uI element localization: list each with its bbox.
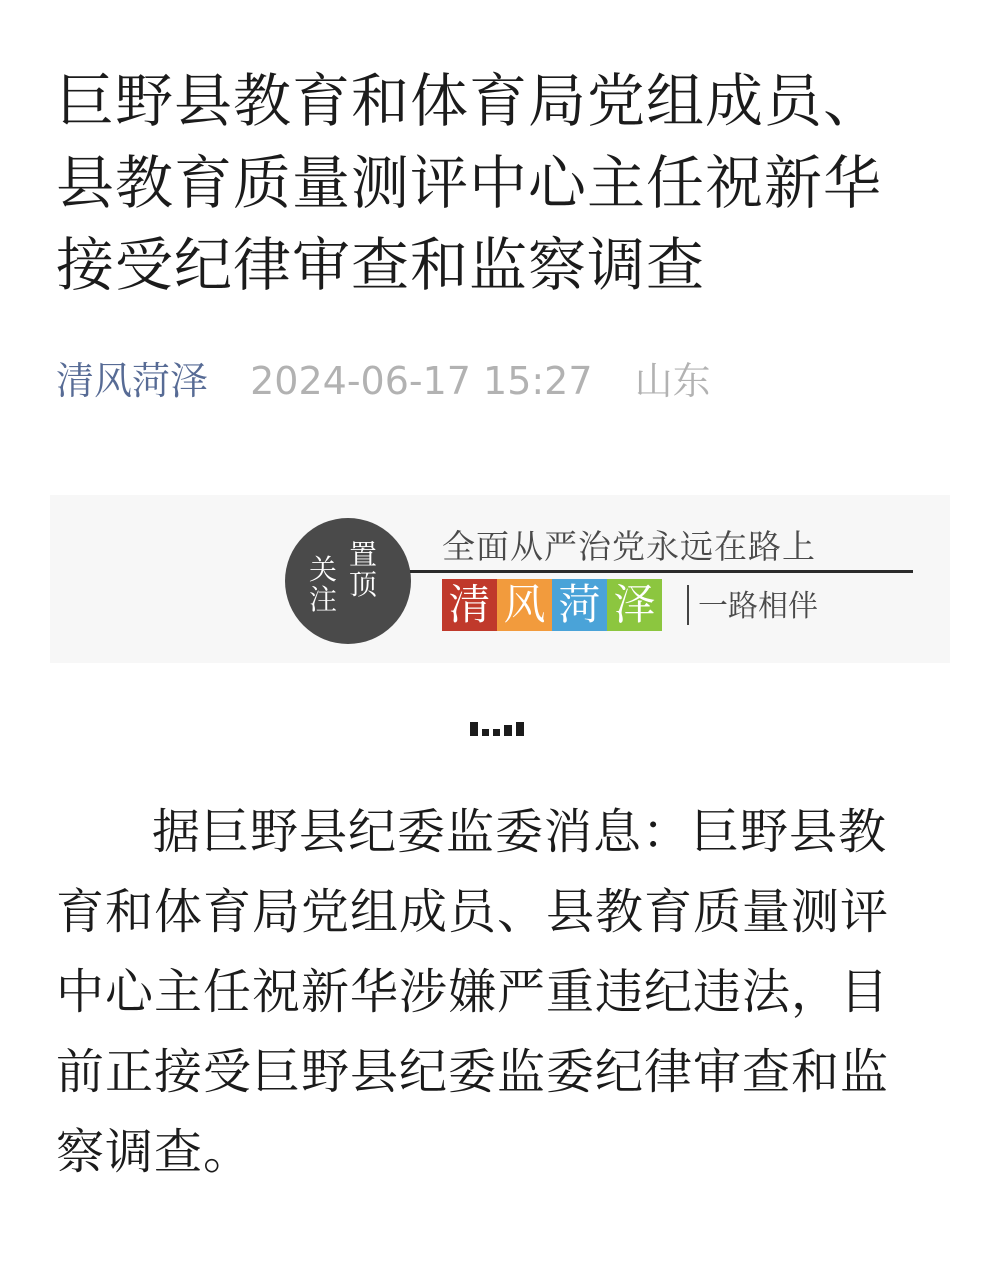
- banner-slogan: 全面从严治党永远在路上: [442, 527, 816, 566]
- title-line: 接受纪律审查和监察调查: [56, 231, 706, 299]
- brand-tile: 泽: [607, 579, 662, 631]
- banner-rule: [410, 570, 913, 573]
- account-name-link[interactable]: 清风菏泽: [56, 359, 209, 403]
- title-line: 县教育质量测评中心主任祝新华: [56, 149, 883, 217]
- body-line: 育和体育局党组成员、县教育质量测评: [56, 884, 890, 940]
- publish-location: 山东: [634, 359, 711, 403]
- banner-tagline: 一路相伴: [698, 589, 818, 624]
- article-body: [56, 792, 946, 1192]
- follow-pin-badge: [285, 518, 411, 644]
- brand-tile: 菏: [552, 579, 607, 631]
- brand-tile: 清: [442, 579, 497, 631]
- brand-logo-tiles: [442, 579, 662, 631]
- body-line: 察调查。: [56, 1124, 253, 1180]
- follow-banner-image: [50, 495, 950, 663]
- section-divider-icon: [470, 720, 532, 738]
- body-line: 据巨野县纪委监委消息：巨野县教: [152, 804, 888, 860]
- body-line: 中心主任祝新华涉嫌严重违纪违法，目: [56, 964, 890, 1020]
- body-line: 前正接受巨野县纪委监委纪律审查和监: [56, 1044, 890, 1100]
- publish-time: 2024-06-17 15:27: [250, 359, 593, 403]
- badge-pin-text: 置顶: [348, 538, 377, 601]
- tagline-divider: [687, 585, 689, 625]
- brand-tile: 风: [497, 579, 552, 631]
- title-line: 巨野县教育和体育局党组成员、: [56, 67, 883, 135]
- article-title: [56, 60, 956, 306]
- badge-follow-text: 关注: [308, 553, 337, 616]
- article-meta: [56, 352, 711, 410]
